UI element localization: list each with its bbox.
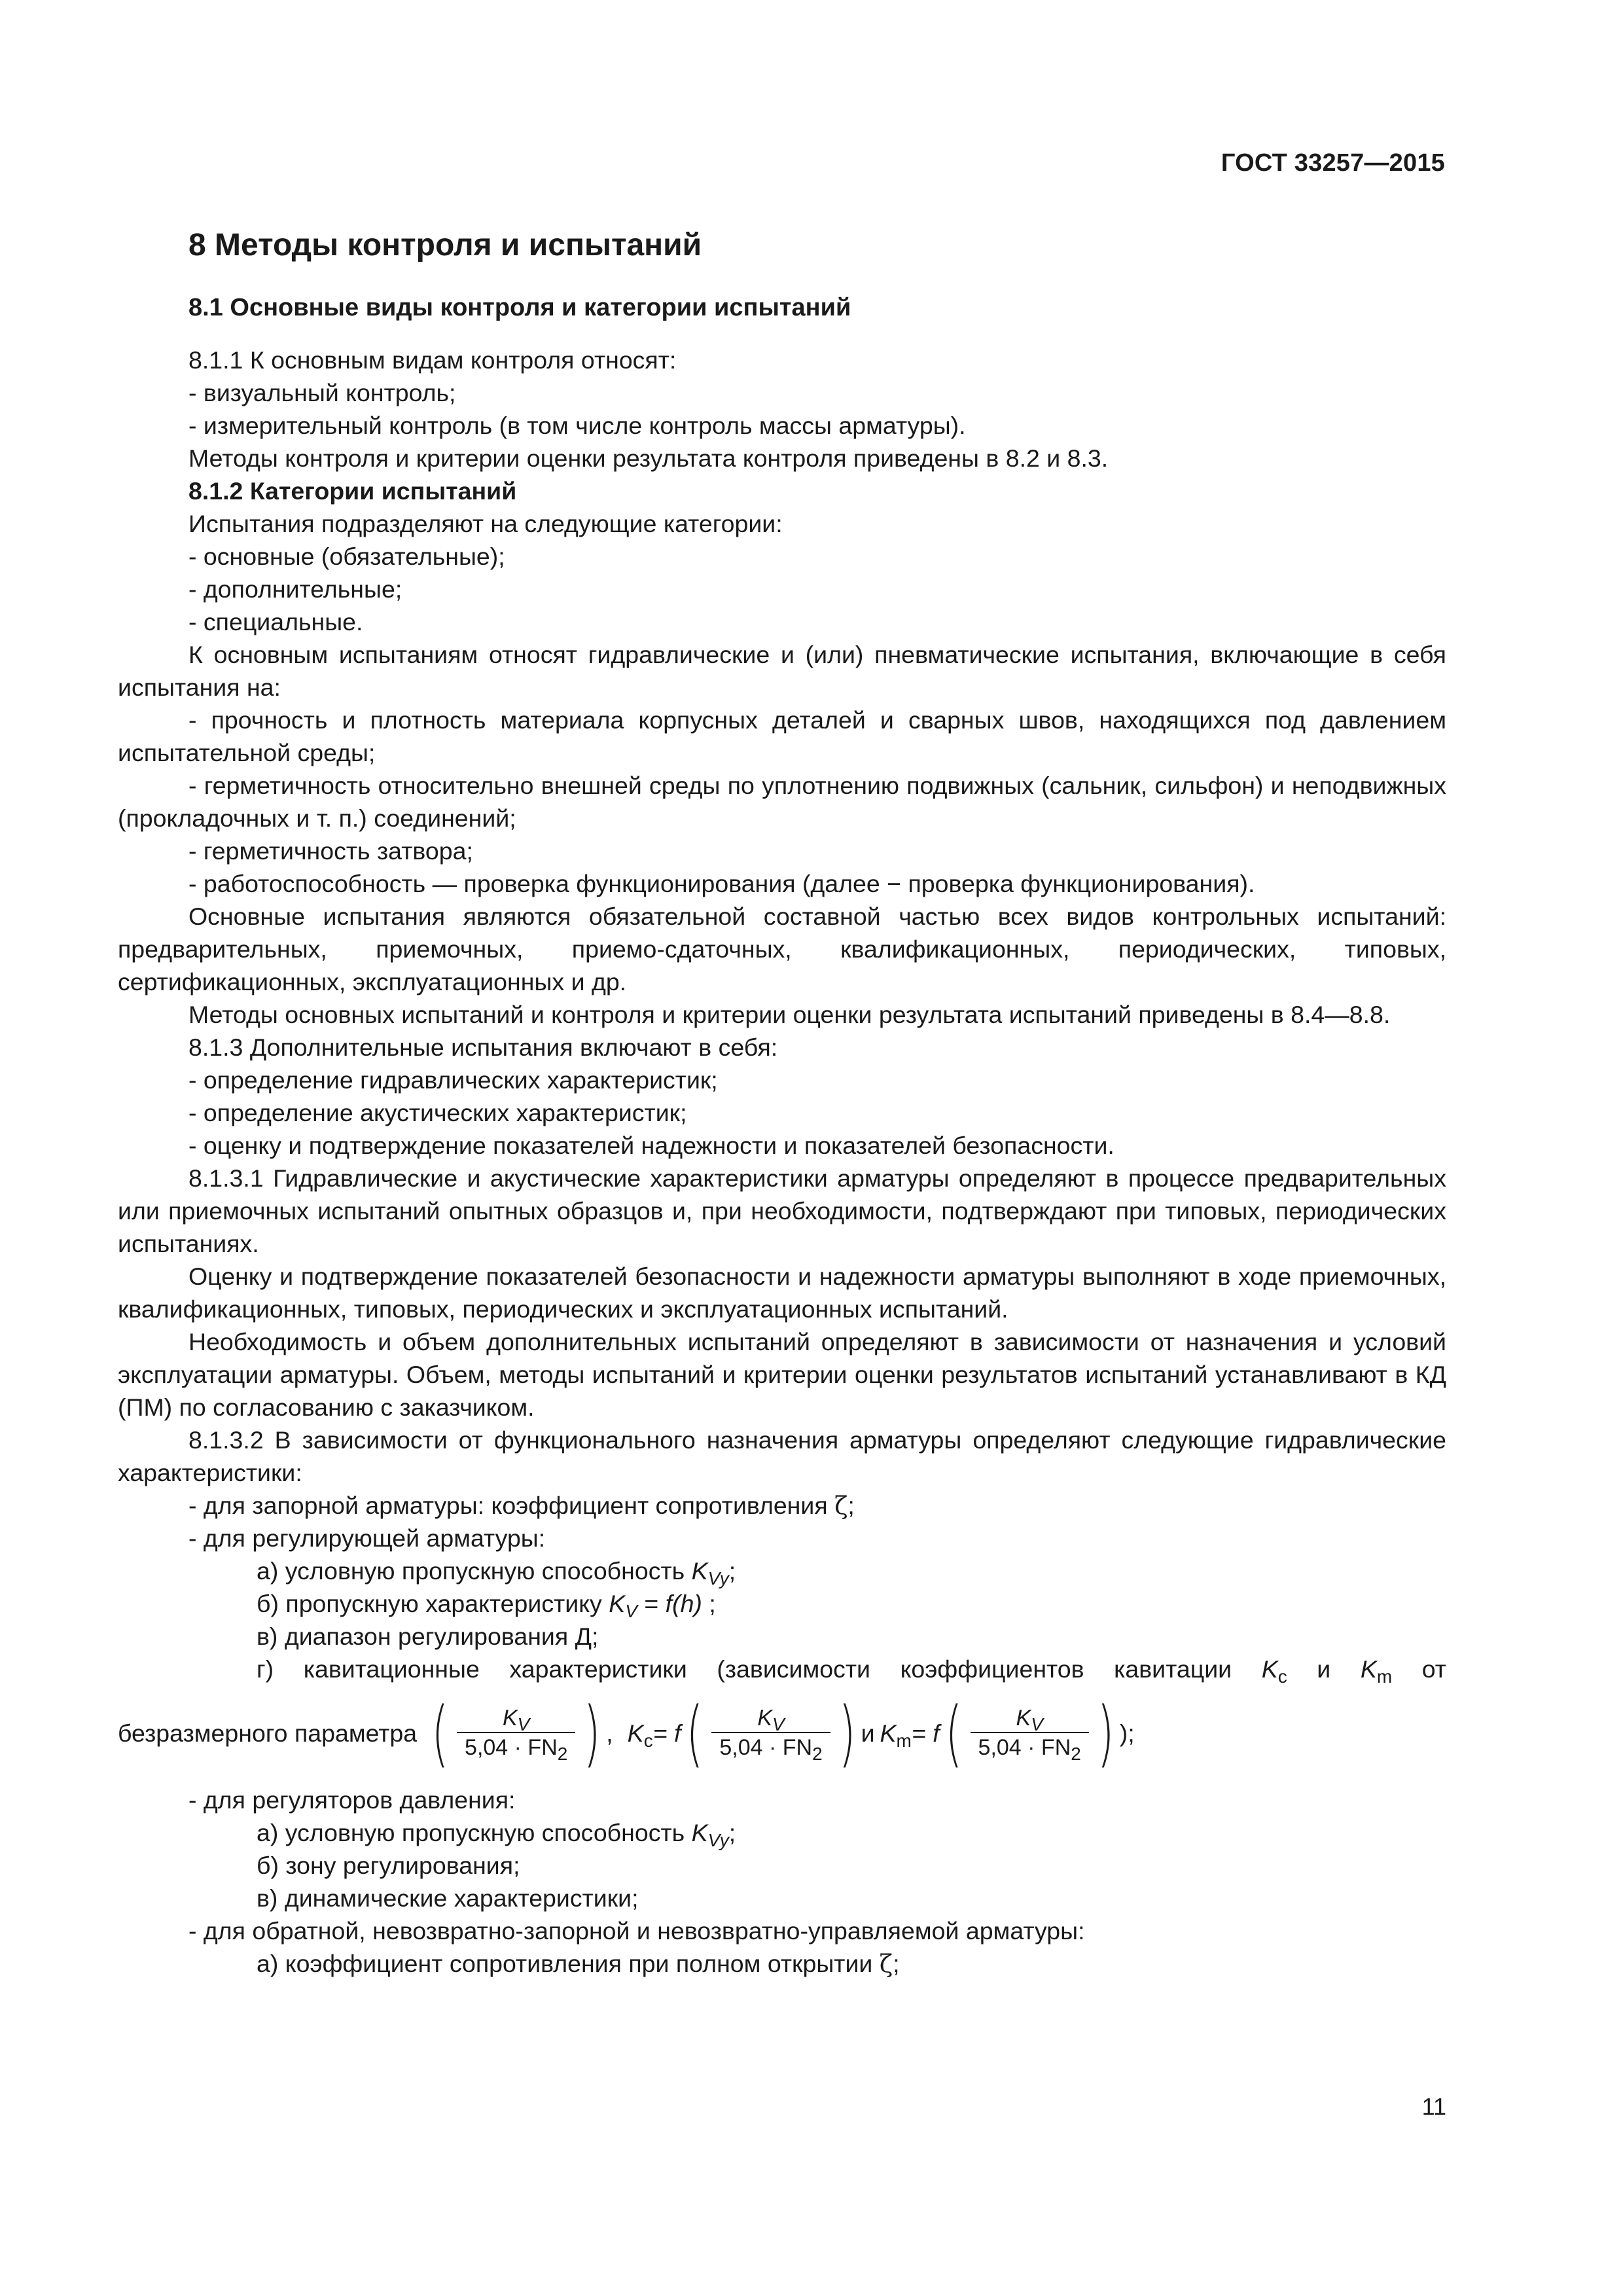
subscript-v: V [1031,1714,1043,1734]
list-item [118,1489,1446,1522]
list-item [118,1554,1446,1587]
text-span: = f [652,1719,681,1747]
right-paren: ) [583,1691,601,1775]
right-paren: ) [838,1691,855,1775]
fraction [457,1704,575,1762]
list-item [118,1816,1446,1849]
function-f-h: f(h) [665,1590,702,1617]
symbol-k: K [691,1557,708,1585]
subscript-2: 2 [812,1744,823,1764]
list-item: - измерительный контроль (в том числе контроль массы арматуры). [188,412,966,439]
text-span: и [1287,1655,1361,1683]
list-item [118,1587,1446,1620]
text-span: безразмерного параметра [118,1719,418,1747]
formula-parameter [426,1691,606,1775]
symbol-k: K [880,1719,897,1747]
list-item: - оценку и подтверждение показателей надежности и показателей безопасности. [188,1132,1115,1159]
text-span: , [606,1719,613,1747]
paragraph: 8.1.1 К основным видам контроля относят: [188,346,677,374]
text-span: а) коэффициент сопротивления при полном открытии [257,1950,880,1977]
fraction [711,1704,830,1762]
list-item [118,1653,1446,1685]
text-span: ; [847,1492,855,1519]
symbol-k: K [609,1590,626,1617]
list-item: - герметичность относительно внешней среды по уплотнению подвижных (сальник, сильфон) и неподвижных (прокладочных и т. п.) соединений; [118,772,1446,832]
zeta-symbol: ζ [879,1949,893,1978]
list-item: - работоспособность — проверка функционирования (далее − проверка функционирования). [188,870,1255,897]
text-span: ); [1119,1719,1135,1747]
list-item: - герметичность затвора; [188,837,473,865]
numerator [491,1704,541,1732]
denominator [457,1732,575,1762]
list-item: в) динамические характеристики; [257,1884,639,1912]
subscript-vy: Vy [707,1568,729,1588]
denominator [711,1732,830,1762]
list-item [118,1947,1446,1980]
symbol-k: K [1016,1706,1031,1731]
list-item: - для обратной, невозвратно-запорной и невозвратно-управляемой арматуры: [188,1917,1085,1945]
text-span: - для запорной арматуры: коэффициент сопротивления [188,1492,835,1519]
symbol-k: K [1261,1655,1278,1683]
fraction [971,1704,1089,1762]
left-paren: ( [945,1691,962,1775]
denominator-text: 5,04 · FN [719,1735,813,1760]
list-item: - определение гидравлических характеристик; [188,1066,718,1094]
formula-line [118,1687,1446,1780]
subsection-title: 8.1 Основные виды контроля и категории испытаний [188,294,851,321]
paragraph: 8.1.3.1 Гидравлические и акустические характеристики арматуры определяют в процессе предварительных или приемочных испытаний опытных образцов и, при необходимости, подтверждают при типовых, периодических испытаниях. [118,1164,1446,1257]
zeta-symbol: ζ [834,1491,848,1520]
page-number: 11 [1421,2093,1446,2120]
list-item: - определение акустических характеристик; [188,1099,687,1126]
subscript-c: c [1277,1666,1287,1687]
clause-heading: 8.1.2 Категории испытаний [188,477,517,505]
symbol-k: K [1360,1655,1377,1683]
section-title: 8 Методы контроля и испытаний [188,228,702,262]
text-span: ; [728,1557,736,1585]
symbol-k: K [691,1819,708,1846]
list-item: - прочность и плотность материала корпусных деталей и сварных швов, находящихся под давлением испытательной среды; [118,706,1446,766]
list-item: в) диапазон регулирования Д; [257,1623,599,1650]
numerator [1005,1704,1055,1732]
paragraph: Необходимость и объем дополнительных испытаний определяют в зависимости от назначения и условий эксплуатации арматуры. Объем, методы испытаний и критерии оценки результатов испытаний устанавливают в КД (ПМ) по согласованию с заказчиком. [118,1328,1446,1421]
formula-kc-argument [681,1691,861,1775]
paragraph: К основным испытаниям относят гидравлические и (или) пневматические испытания, включающие в себя испытания на: [118,641,1446,701]
subscript-2: 2 [1071,1744,1081,1764]
formula-km-argument [940,1691,1120,1775]
formula-kc [628,1717,653,1749]
formula-km [880,1717,912,1749]
text-span: = [637,1590,666,1617]
text-span: б) пропускную характеристику [257,1590,609,1617]
paragraph: Испытания подразделяют на следующие категории: [188,510,783,537]
paragraph: Методы основных испытаний и контроля и критерии оценки результата испытаний приведены в 8.4—8.8. [188,1001,1391,1028]
text-span: и [861,1719,875,1747]
text-span: г) кавитационные характеристики (зависимости коэффициентов кавитации [257,1655,1262,1683]
symbol-k: K [502,1706,518,1731]
paragraph: Оценку и подтверждение показателей безопасности и надежности арматуры выполняют в ходе приемочных, квалификационных, типовых, периодических и эксплуатационных испытаний. [118,1263,1446,1323]
symbol-k: K [757,1706,772,1731]
symbol-k: K [627,1719,644,1747]
subscript-c: c [643,1731,653,1751]
subscript-2: 2 [557,1744,568,1764]
subscript-m: m [896,1731,912,1751]
document-code: ГОСТ 33257—2015 [1221,149,1445,177]
denominator-text: 5,04 · FN [465,1735,558,1760]
paragraph: Основные испытания являются обязательной составной частью всех видов контрольных испытаний: предварительных, приемочных, приемо-сдаточных, квалификационных, периодических, типовых, сертификационных, эксплуатационных и др. [118,903,1446,996]
list-item: - специальные. [188,608,363,636]
list-item: - основные (обязательные); [188,543,505,570]
subscript-vy: Vy [707,1830,729,1850]
right-paren: ) [1097,1691,1115,1775]
paragraph: 8.1.3.2 В зависимости от функционального назначения арматуры определяют следующие гидравлические характеристики: [118,1426,1446,1486]
list-item: - для регуляторов давления: [188,1786,516,1814]
text-span: а) условную пропускную способность [257,1557,692,1585]
list-item: - визуальный контроль; [188,379,456,406]
left-paren: ( [431,1691,449,1775]
denominator [971,1732,1089,1762]
list-item: б) зону регулирования; [257,1852,520,1879]
text-span: ; [728,1819,736,1846]
left-paren: ( [687,1691,704,1775]
page-content [118,226,1446,1980]
text-span: = f [911,1719,940,1747]
list-item: - дополнительные; [188,575,402,603]
text-span: ; [702,1590,716,1617]
text-span: ; [893,1950,900,1977]
numerator [745,1704,796,1732]
subscript-v: V [625,1601,637,1621]
subscript-m: m [1376,1666,1393,1687]
paragraph: Методы контроля и критерии оценки результата контроля приведены в 8.2 и 8.3. [188,444,1109,472]
subscript-v: V [517,1714,530,1734]
text-span: а) условную пропускную способность [257,1819,692,1846]
list-item: - для регулирующей арматуры: [188,1524,546,1552]
subscript-v: V [772,1714,785,1734]
paragraph: 8.1.3 Дополнительные испытания включают в себя: [188,1033,778,1061]
text-span: от [1392,1655,1446,1683]
denominator-text: 5,04 · FN [978,1735,1071,1760]
